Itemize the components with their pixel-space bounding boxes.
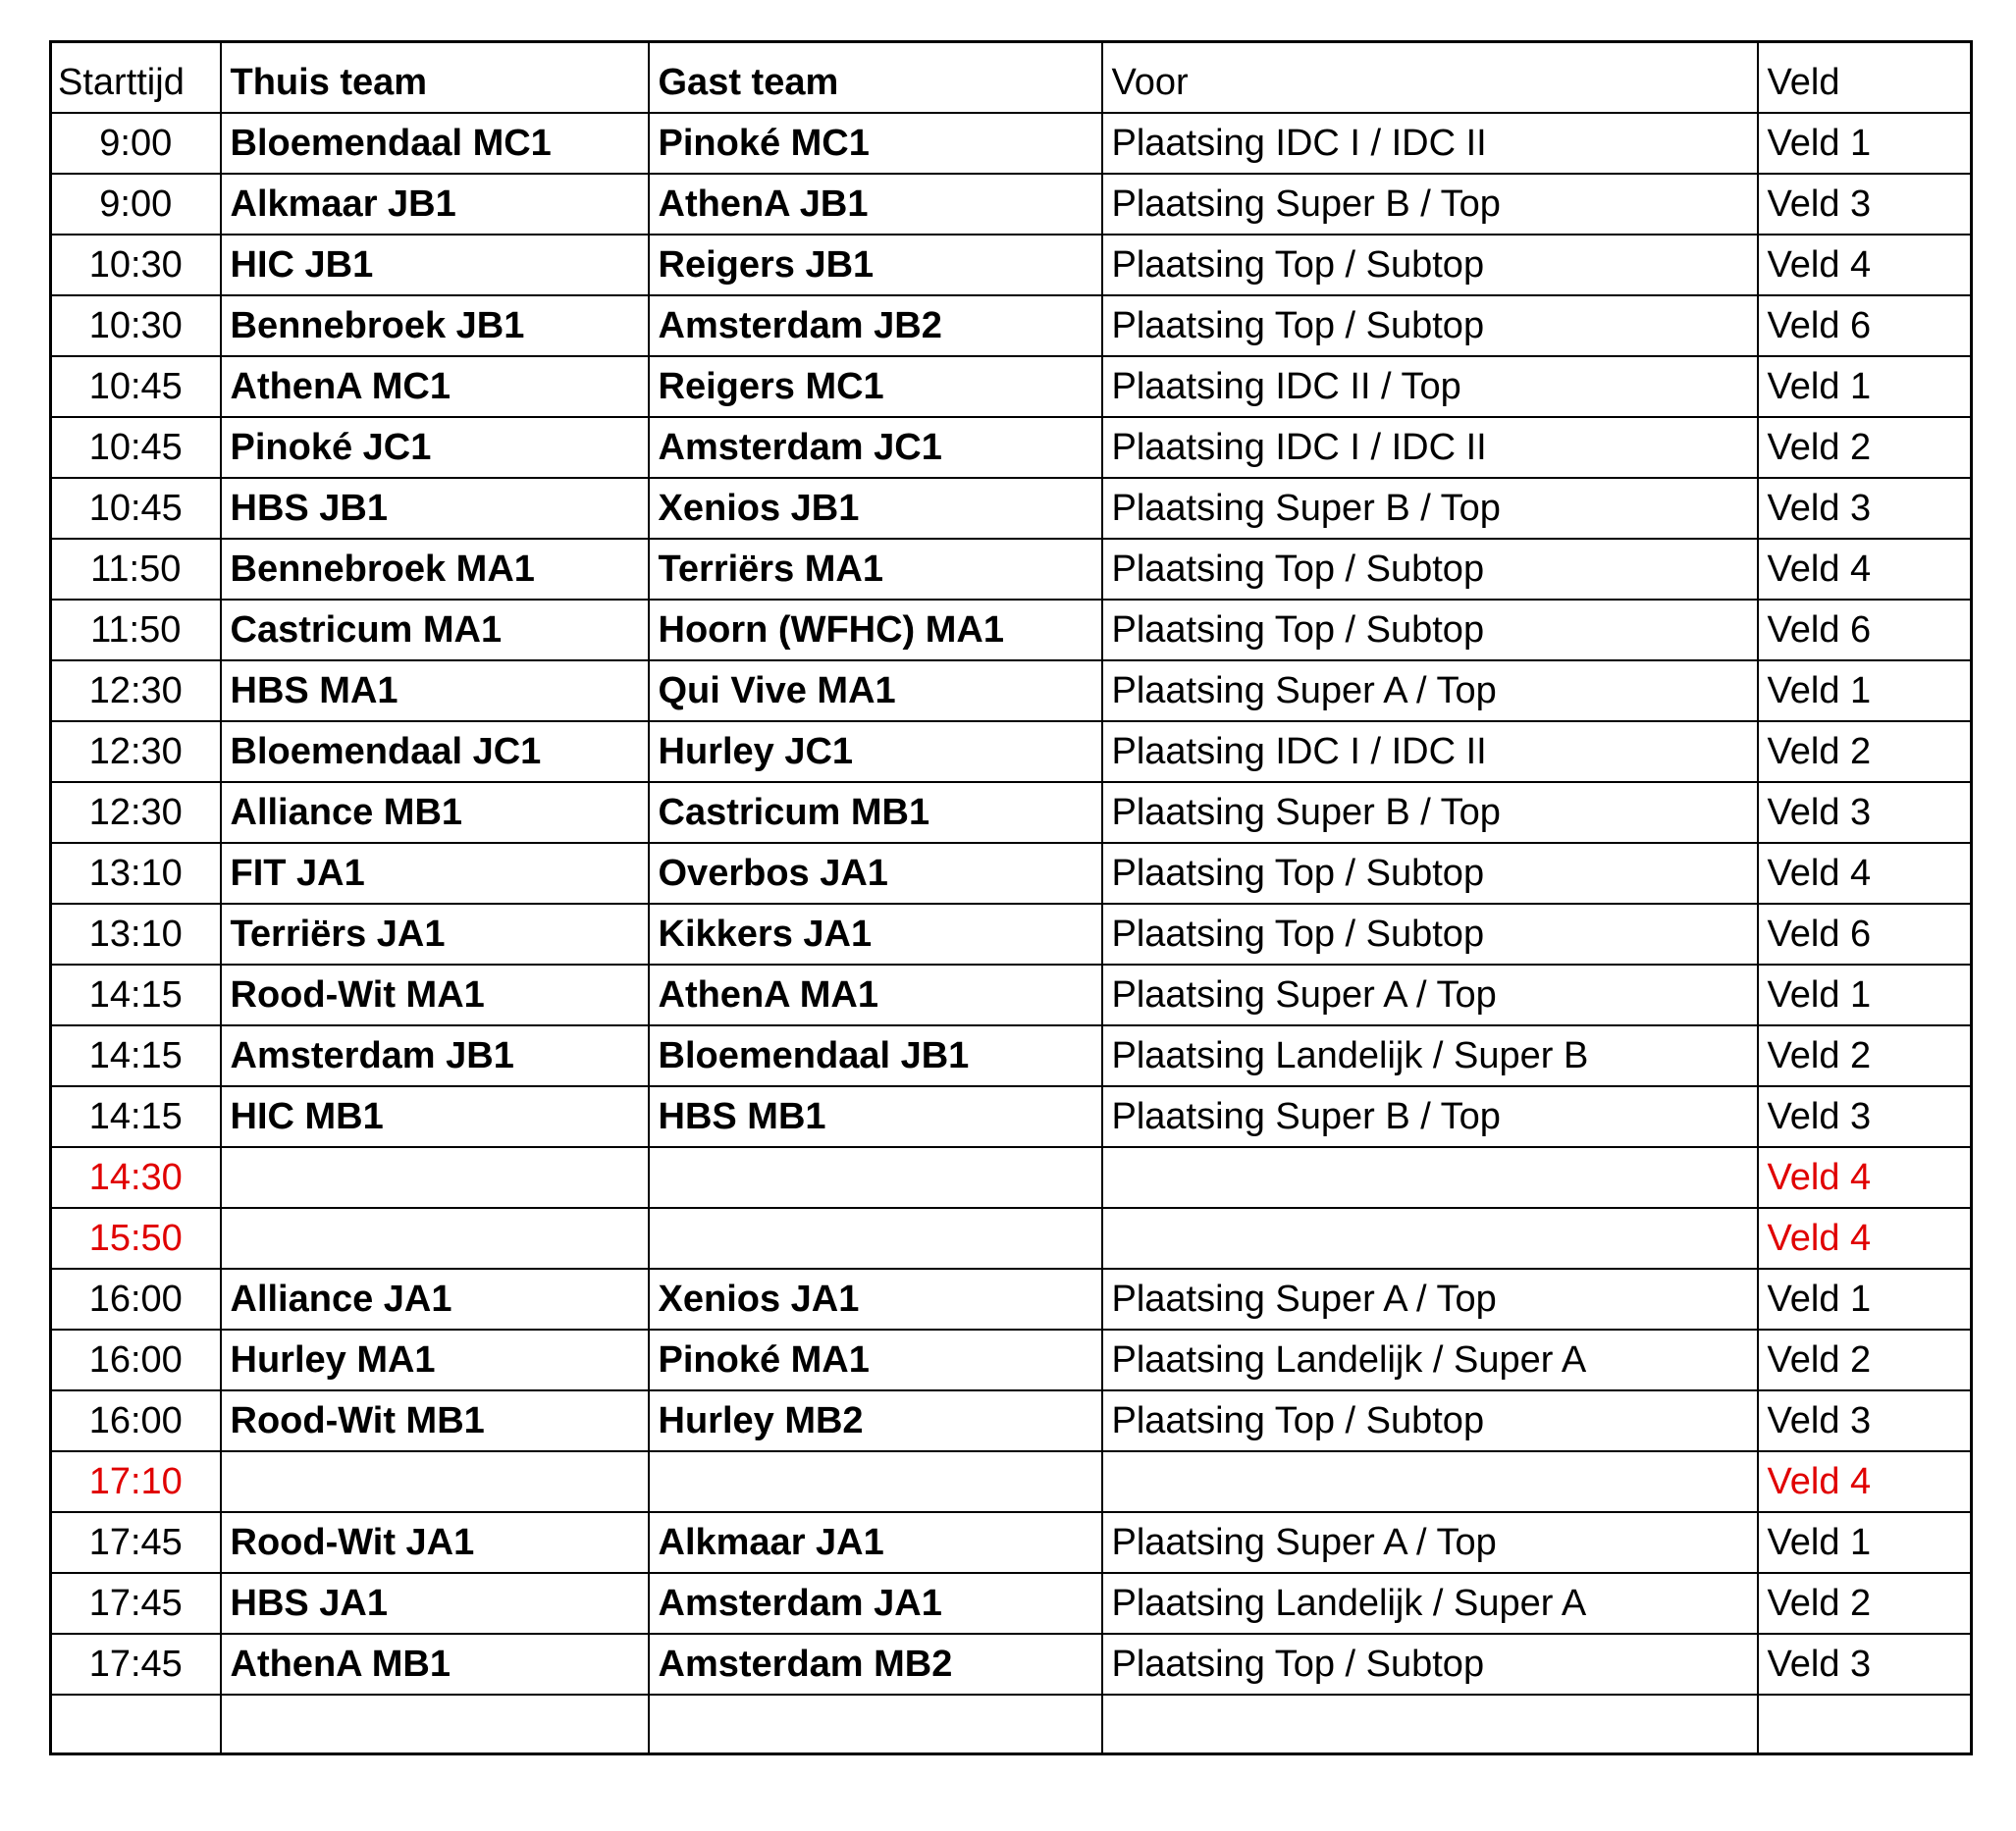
starttime-cell: 14:15 [51,1025,221,1086]
starttime-cell: 17:45 [51,1512,221,1573]
table-row [51,782,1972,843]
away-team-cell: HBS MB1 [649,1086,1102,1147]
starttime-cell: 16:00 [51,1330,221,1390]
header-voor: Voor [1102,42,1758,114]
placement-cell [1102,1208,1758,1269]
table-row [51,965,1972,1025]
away-team-cell: Amsterdam JB2 [649,295,1102,356]
placement-cell: Plaatsing IDC I / IDC II [1102,417,1758,478]
starttime-cell: 9:00 [51,174,221,235]
table-row [51,1086,1972,1147]
placement-cell: Plaatsing Top / Subtop [1102,600,1758,660]
table-row [51,1147,1972,1208]
home-team-cell: AthenA MC1 [221,356,649,417]
starttime-cell: 11:50 [51,600,221,660]
home-team-cell: Alliance MB1 [221,782,649,843]
match-schedule-table [49,40,1973,1755]
placement-cell: Plaatsing Top / Subtop [1102,235,1758,295]
placement-cell: Plaatsing Super B / Top [1102,782,1758,843]
table-row [51,1390,1972,1451]
schedule-body [51,113,1972,1753]
starttime-cell: 14:15 [51,1086,221,1147]
placement-cell: Plaatsing Super B / Top [1102,1086,1758,1147]
field-cell: Veld 2 [1758,1025,1972,1086]
home-team-cell: HBS MA1 [221,660,649,721]
starttime-cell: 12:30 [51,660,221,721]
starttime-cell: 15:50 [51,1208,221,1269]
away-team-cell: Hurley JC1 [649,721,1102,782]
away-team-cell: Castricum MB1 [649,782,1102,843]
placement-cell: Plaatsing Top / Subtop [1102,295,1758,356]
field-cell: Veld 3 [1758,782,1972,843]
away-team-cell [649,1451,1102,1512]
field-cell: Veld 1 [1758,660,1972,721]
field-cell: Veld 1 [1758,1269,1972,1330]
table-row [51,356,1972,417]
home-team-cell [221,1208,649,1269]
home-team-cell: Terriërs JA1 [221,904,649,965]
field-cell: Veld 6 [1758,600,1972,660]
starttime-cell: 14:15 [51,965,221,1025]
away-team-cell: Xenios JA1 [649,1269,1102,1330]
table-row [51,295,1972,356]
away-team-cell: Amsterdam JA1 [649,1573,1102,1634]
home-team-cell [221,1451,649,1512]
table-row [51,478,1972,539]
field-cell: Veld 4 [1758,539,1972,600]
home-team-cell: Rood-Wit MB1 [221,1390,649,1451]
placement-cell: Plaatsing IDC I / IDC II [1102,113,1758,174]
table-row [51,1695,1972,1753]
home-team-cell: Bennebroek JB1 [221,295,649,356]
placement-cell: Plaatsing Landelijk / Super B [1102,1025,1758,1086]
field-cell: Veld 3 [1758,478,1972,539]
starttime-cell: 17:10 [51,1451,221,1512]
starttime-cell: 11:50 [51,539,221,600]
field-cell: Veld 4 [1758,1147,1972,1208]
home-team-cell [221,1147,649,1208]
placement-cell: Plaatsing Top / Subtop [1102,539,1758,600]
field-cell: Veld 1 [1758,1512,1972,1573]
table-row [51,600,1972,660]
away-team-cell: Xenios JB1 [649,478,1102,539]
header-starttijd: Starttijd [51,42,221,114]
starttime-cell: 14:30 [51,1147,221,1208]
home-team-cell: HIC JB1 [221,235,649,295]
away-team-cell: Terriërs MA1 [649,539,1102,600]
home-team-cell: Bennebroek MA1 [221,539,649,600]
placement-cell: Plaatsing Super B / Top [1102,174,1758,235]
starttime-cell: 17:45 [51,1634,221,1695]
starttime-cell: 10:45 [51,417,221,478]
home-team-cell: HBS JA1 [221,1573,649,1634]
table-row [51,904,1972,965]
home-team-cell: Bloemendaal MC1 [221,113,649,174]
starttime-cell [51,1695,221,1753]
field-cell: Veld 3 [1758,1634,1972,1695]
header-row [51,42,1972,114]
table-row [51,1634,1972,1695]
placement-cell: Plaatsing Top / Subtop [1102,1634,1758,1695]
away-team-cell: Hoorn (WFHC) MA1 [649,600,1102,660]
starttime-cell: 17:45 [51,1573,221,1634]
table-row [51,113,1972,174]
away-team-cell: Kikkers JA1 [649,904,1102,965]
away-team-cell: Qui Vive MA1 [649,660,1102,721]
starttime-cell: 9:00 [51,113,221,174]
home-team-cell: HIC MB1 [221,1086,649,1147]
placement-cell: Plaatsing Super A / Top [1102,1269,1758,1330]
table-row [51,1330,1972,1390]
placement-cell: Plaatsing IDC I / IDC II [1102,721,1758,782]
starttime-cell: 10:45 [51,356,221,417]
away-team-cell: AthenA MA1 [649,965,1102,1025]
field-cell: Veld 1 [1758,356,1972,417]
home-team-cell: HBS JB1 [221,478,649,539]
starttime-cell: 13:10 [51,904,221,965]
table-row [51,660,1972,721]
away-team-cell: Amsterdam MB2 [649,1634,1102,1695]
home-team-cell: Alkmaar JB1 [221,174,649,235]
home-team-cell: Pinoké JC1 [221,417,649,478]
away-team-cell: Alkmaar JA1 [649,1512,1102,1573]
table-row [51,417,1972,478]
field-cell: Veld 4 [1758,1208,1972,1269]
placement-cell [1102,1695,1758,1753]
starttime-cell: 10:30 [51,295,221,356]
table-row [51,721,1972,782]
away-team-cell: Pinoké MC1 [649,113,1102,174]
away-team-cell: Overbos JA1 [649,843,1102,904]
home-team-cell: Amsterdam JB1 [221,1025,649,1086]
starttime-cell: 10:45 [51,478,221,539]
field-cell: Veld 2 [1758,721,1972,782]
field-cell: Veld 1 [1758,965,1972,1025]
home-team-cell: Rood-Wit MA1 [221,965,649,1025]
table-row [51,174,1972,235]
away-team-cell: Pinoké MA1 [649,1330,1102,1390]
away-team-cell: Reigers JB1 [649,235,1102,295]
placement-cell: Plaatsing Landelijk / Super A [1102,1573,1758,1634]
field-cell: Veld 2 [1758,417,1972,478]
away-team-cell: AthenA JB1 [649,174,1102,235]
away-team-cell: Reigers MC1 [649,356,1102,417]
placement-cell [1102,1451,1758,1512]
starttime-cell: 16:00 [51,1269,221,1330]
field-cell: Veld 1 [1758,113,1972,174]
header-veld: Veld [1758,42,1972,114]
table-row [51,1269,1972,1330]
placement-cell: Plaatsing Super B / Top [1102,478,1758,539]
placement-cell: Plaatsing Super A / Top [1102,1512,1758,1573]
away-team-cell [649,1695,1102,1753]
field-cell: Veld 2 [1758,1330,1972,1390]
home-team-cell: Hurley MA1 [221,1330,649,1390]
placement-cell: Plaatsing Top / Subtop [1102,843,1758,904]
field-cell: Veld 3 [1758,1086,1972,1147]
starttime-cell: 12:30 [51,721,221,782]
home-team-cell [221,1695,649,1753]
table-row [51,1451,1972,1512]
starttime-cell: 16:00 [51,1390,221,1451]
placement-cell: Plaatsing Landelijk / Super A [1102,1330,1758,1390]
home-team-cell: AthenA MB1 [221,1634,649,1695]
field-cell: Veld 4 [1758,235,1972,295]
table-row [51,539,1972,600]
away-team-cell [649,1147,1102,1208]
table-row [51,1208,1972,1269]
field-cell [1758,1695,1972,1753]
starttime-cell: 12:30 [51,782,221,843]
header-thuis-team: Thuis team [221,42,649,114]
header-gast-team: Gast team [649,42,1102,114]
field-cell: Veld 4 [1758,1451,1972,1512]
placement-cell: Plaatsing Super A / Top [1102,965,1758,1025]
table-row [51,1573,1972,1634]
starttime-cell: 13:10 [51,843,221,904]
away-team-cell [649,1208,1102,1269]
field-cell: Veld 4 [1758,843,1972,904]
home-team-cell: Alliance JA1 [221,1269,649,1330]
field-cell: Veld 3 [1758,1390,1972,1451]
field-cell: Veld 6 [1758,904,1972,965]
away-team-cell: Amsterdam JC1 [649,417,1102,478]
home-team-cell: Castricum MA1 [221,600,649,660]
table-row [51,1512,1972,1573]
home-team-cell: Rood-Wit JA1 [221,1512,649,1573]
field-cell: Veld 3 [1758,174,1972,235]
placement-cell [1102,1147,1758,1208]
table-row [51,843,1972,904]
field-cell: Veld 6 [1758,295,1972,356]
home-team-cell: FIT JA1 [221,843,649,904]
away-team-cell: Bloemendaal JB1 [649,1025,1102,1086]
field-cell: Veld 2 [1758,1573,1972,1634]
placement-cell: Plaatsing Top / Subtop [1102,1390,1758,1451]
starttime-cell: 10:30 [51,235,221,295]
placement-cell: Plaatsing IDC II / Top [1102,356,1758,417]
placement-cell: Plaatsing Top / Subtop [1102,904,1758,965]
away-team-cell: Hurley MB2 [649,1390,1102,1451]
home-team-cell: Bloemendaal JC1 [221,721,649,782]
table-row [51,235,1972,295]
table-row [51,1025,1972,1086]
placement-cell: Plaatsing Super A / Top [1102,660,1758,721]
